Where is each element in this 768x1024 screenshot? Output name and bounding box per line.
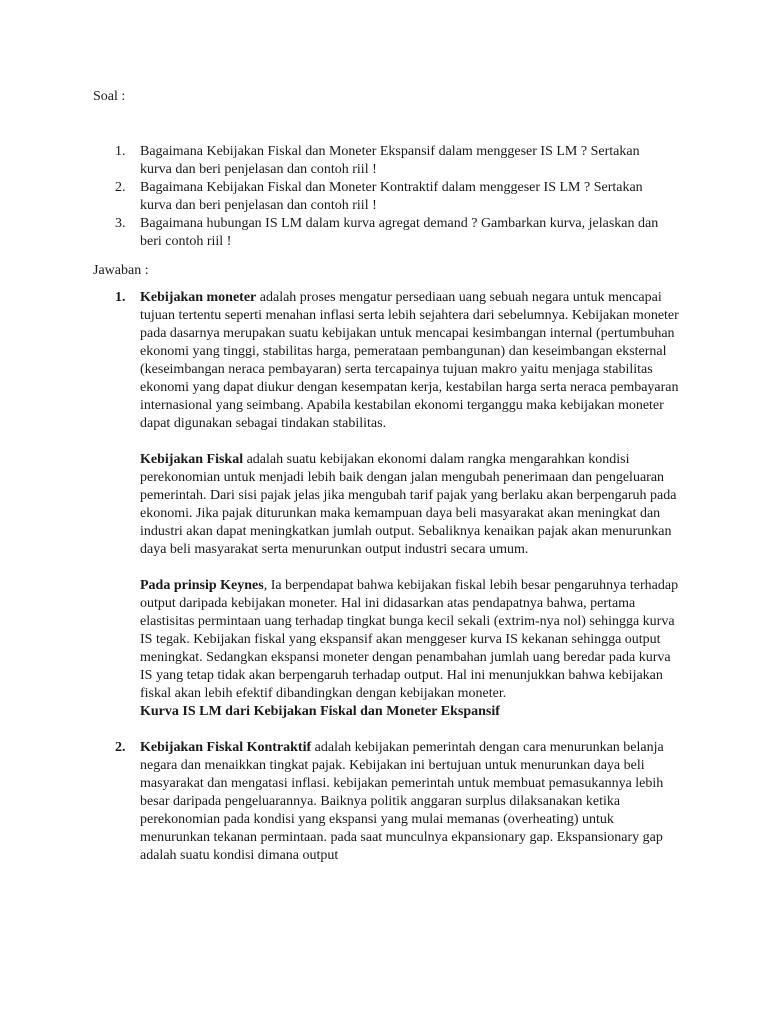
question-number: 1. [115, 144, 126, 159]
paragraph-kebijakan-fiskal: Kebijakan Fiskal adalah suatu kebijakan ekonomi dalam rangka mengarahkan kondisi perekonomian untuk menjadi lebih baik dengan jalan mengubah penerimaan dan pengeluaran pemerintah. Dari sisi pajak jelas jika mengubah tarif pajak yang berlaku akan berpengaruh pada ekonomi. Jika pajak diturunkan maka kemampuan daya beli masyarakat akan meningkat dan industri akan dapat meningkatkan jumlah output. Sebaliknya kenaikan pajak akan menurunkan daya beli masyarakat serta menurunkan output industri secara umum. [140, 452, 677, 557]
section-heading-kurva: Kurva IS LM dari Kebijakan Fiskal dan Moneter Ekspansif [140, 704, 500, 719]
paragraph-kebijakan-moneter: Kebijakan moneter adalah proses mengatur persediaan uang sebuah negara untuk mencapai tujuan tertentu seperti menahan inflasi serta lebih sejahtera dari sebelumnya. Kebijakan moneter pada dasarnya merupakan suatu kebijakan untuk mencapai kesimbangan internal (pertumbuhan ekonomi yang tinggi, stabilitas harga, pemerataan pembangunan) dan keseimbangan eksternal (keseimbangan neraca pembayaran) serta tercapainya tujuan makro yaitu menjaga stabilitas ekonomi yang dapat diukur dengan kesempatan kerja, kestabilan harga serta neraca pembayaran internasional yang seimbang. Apabila kestabilan ekonomi terganggu maka kebijakan moneter dapat digunakan sebagai tindakan stabilitas. [140, 290, 679, 431]
soal-label: Soal : [93, 89, 126, 104]
answer-item-1 [93, 289, 683, 721]
list-item [93, 179, 673, 215]
paragraph-fiskal-kontraktif: Kebijakan Fiskal Kontraktif adalah kebijakan pemerintah dengan cara menurunkan belanja negara dan menaikkan tingkat pajak. Kebijakan ini bertujuan untuk menurunkan daya beli masyarakat dan mengatasi inflasi. kebijakan pemerintah untuk membuat pemasukannya lebih besar daripada pengeluarannya. Baiknya politik anggaran surplus dilaksanakan ketika perekonomian pada kondisi yang ekspansi yang mulai memanas (overheating) untuk menurunkan tekanan permintaan. pada saat munculnya ekpansionary gap. Ekspansionary gap adalah suatu kondisi dimana output [140, 740, 664, 863]
question-text: Bagaimana Kebijakan Fiskal dan Moneter Ekspansif dalam menggeser IS LM ? Sertakan kurva dan beri penjelasan dan contoh riil ! [140, 144, 640, 177]
question-number: 2. [115, 180, 126, 195]
question-number: 3. [115, 216, 126, 231]
answer-number: 1. [115, 290, 126, 305]
jawaban-label: Jawaban : [93, 263, 149, 278]
answer-list [93, 289, 683, 865]
list-item [93, 215, 673, 251]
question-text: Bagaimana Kebijakan Fiskal dan Moneter Kontraktif dalam menggeser IS LM ? Sertakan kurva dan beri penjelasan dan contoh riil ! [140, 180, 643, 213]
term-fiskal-kontraktif: Kebijakan Fiskal Kontraktif [140, 740, 312, 755]
question-list [93, 143, 673, 251]
question-text: Bagaimana hubungan IS LM dalam kurva agregat demand ? Gambarkan kurva, jelaskan dan beri contoh riil ! [140, 216, 659, 249]
paragraph-prinsip-keynes: Pada prinsip Keynes, Ia berpendapat bahwa kebijakan fiskal lebih besar pengaruhnya terhadap output daripada kebijakan moneter. Hal ini didasarkan atas pendapatnya bahwa, pertama elastisitas permintaan uang terhadap tingkat bunga kecil sekali (extrim-nya nol) sehingga kurva IS tegak. Kebijakan fiskal yang ekspansif akan menggeser kurva IS kekanan sehingga output meningkat. Sedangkan ekspansi moneter dengan penambahan jumlah uang beredar pada kurva IS yang tetap tidak akan berpengaruh terhadap output. Hal ini menunjukkan bahwa kebijakan fiskal akan lebih efektif dibandingkan dengan kebijakan moneter. [140, 578, 679, 701]
answer-item-2 [93, 739, 683, 865]
answer-number: 2. [115, 740, 126, 755]
term-kebijakan-fiskal: Kebijakan Fiskal [140, 452, 244, 467]
term-kebijakan-moneter: Kebijakan moneter [140, 290, 257, 305]
term-prinsip-keynes: Pada prinsip Keynes [140, 578, 264, 593]
list-item [93, 143, 673, 179]
